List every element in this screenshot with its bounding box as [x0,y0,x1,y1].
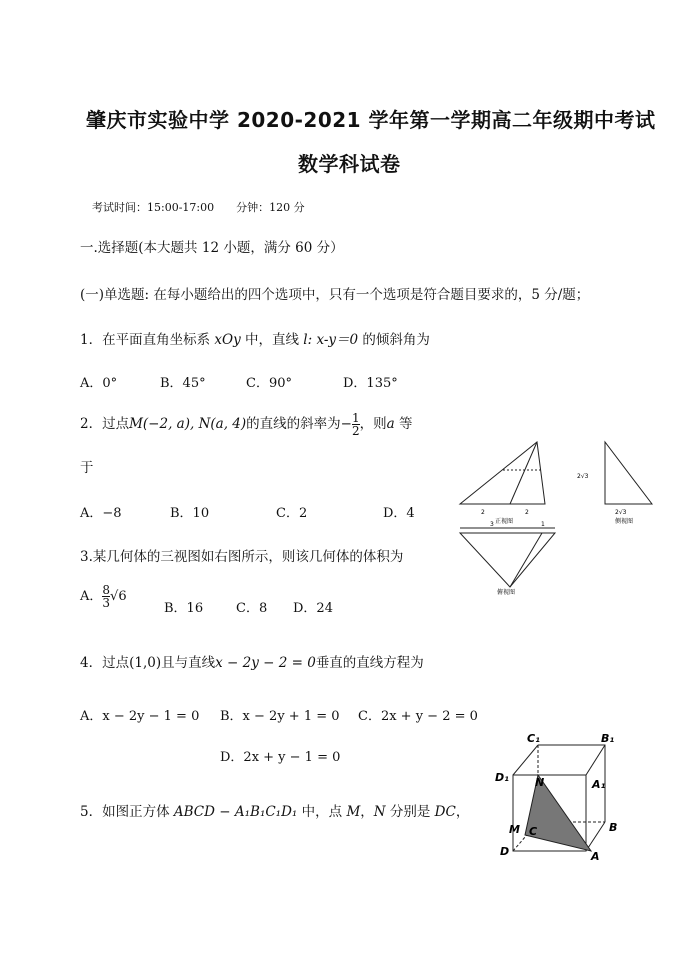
q4-option-b: B．x − 2y + 1 = 0 [220,709,340,724]
q2-text-suffix: ，则 [359,416,387,432]
q2-text-mid: 的直线的斜率为− [246,416,352,432]
side-dim-height: 2√3 [577,473,589,480]
label-d1: D₁ [495,771,509,784]
q4-text: 4．过点 [80,655,130,671]
label-b: B [609,821,618,834]
label-n: N [535,776,545,789]
q3-option-a-label: A． [80,589,103,604]
exam-info: 考试时间：15:00-17:00 分钟：120 分 [92,201,305,214]
q5-text: 5．如图正方体 [80,804,174,820]
question-1 [80,328,430,348]
q2-line2: 于 [80,460,94,476]
q3-option-a-fraction [102,584,110,609]
top-view-triangle [460,533,555,587]
q5-sep: ， [360,804,374,820]
q5-point-m: M [346,804,361,820]
section-instructions: (一)单选题: 在每小题给出的四个选项中，只有一个选项是符合题目要求的，5 分/题； [80,287,590,303]
q1-text-mid: 中，直线 [240,332,304,348]
cube-figure [493,725,628,865]
q5-dc: DC [434,804,456,820]
q4-point: (1,0) [129,655,162,671]
label-m: M [509,823,520,836]
q4-option-d: D．2x + y − 1 = 0 [220,750,341,765]
label-b1: B₁ [601,732,615,745]
question-5 [80,800,469,820]
q2-option-a: A．−8 [80,506,122,521]
q3-numerator: 8 [102,583,111,597]
front-dim-right: 2 [525,509,529,516]
q2-option-c: C．2 [276,506,308,521]
q4-text-suffix: 垂直的直线方程为 [315,655,424,671]
q5-point-n: N [373,804,386,820]
q3-option-d: D．24 [293,601,333,616]
question-4 [80,651,424,671]
q5-cube: ABCD − A₁B₁C₁D₁ [173,804,298,820]
q2-text: 2．过点 [80,416,130,432]
three-view-figure [455,440,665,595]
label-d: D [500,845,510,858]
label-a: A [591,850,600,863]
q2-text-tail: 等 [394,416,413,432]
side-view-label: 侧视图 [615,518,634,525]
side-view-triangle [605,442,652,504]
top-view-label: 俯视图 [497,589,516,595]
q4-text-mid: 且与直线 [161,655,216,671]
q2-fraction [352,412,360,437]
q4-option-c: C．2x + y − 2 = 0 [358,709,478,724]
q1-text-suffix: 的倾斜角为 [358,332,430,348]
q1-var: xOy [214,332,241,348]
q3-denominator: 3 [102,596,111,610]
q3-option-a-root: √6 [110,589,127,604]
q1-equation: : x-y＝0 [307,332,359,348]
q5-text-mid: 中，点 [297,804,347,820]
page-subtitle: 数学科试卷 [298,152,401,176]
q2-points: M(−2, a), N(a, 4) [129,416,247,432]
q2-var: a [386,416,395,432]
top-dim-1: 1 [541,521,545,528]
side-dim-width: 2√3 [615,509,627,516]
section-heading: 一.选择题(本大题共 12 小题，满分 60 分） [80,240,344,256]
front-dim-left: 2 [481,509,485,516]
q4-line: x − 2y − 2 = 0 [215,655,316,671]
q1-text: 1．在平面直角坐标系 [80,332,215,348]
q3-option-a [80,584,127,609]
q2-numerator: 1 [351,411,360,425]
q1-line: l [303,332,308,348]
page-title: 肇庆市实验中学 2020-2021 学年第一学期高二年级期中考试 [86,108,656,132]
question-2 [80,412,412,437]
q5-text-tail: ， [455,804,470,820]
question-3: 3.某几何体的三视图如右图所示，则该几何体的体积为 [80,549,404,565]
label-c1: C₁ [527,732,540,745]
q2-option-b: B．10 [170,506,210,521]
q1-option-b: B．45° [160,376,206,391]
label-a1: A₁ [592,778,606,791]
q4-option-a: A．x − 2y − 1 = 0 [80,709,200,724]
q1-option-d: D．135° [343,376,398,391]
q1-option-c: C．90° [246,376,292,391]
q2-denominator: 2 [351,424,360,438]
q1-option-a: A．0° [80,376,118,391]
q3-option-c: C．8 [236,601,268,616]
q3-option-b: B．16 [164,601,204,616]
front-view-triangle [460,442,545,504]
q2-option-d: D．4 [383,506,415,521]
top-dim-3: 3 [490,521,494,528]
q5-text-suffix: 分别是 [385,804,435,820]
front-view-label: 正视图 [495,518,514,525]
label-c: C [529,825,538,838]
